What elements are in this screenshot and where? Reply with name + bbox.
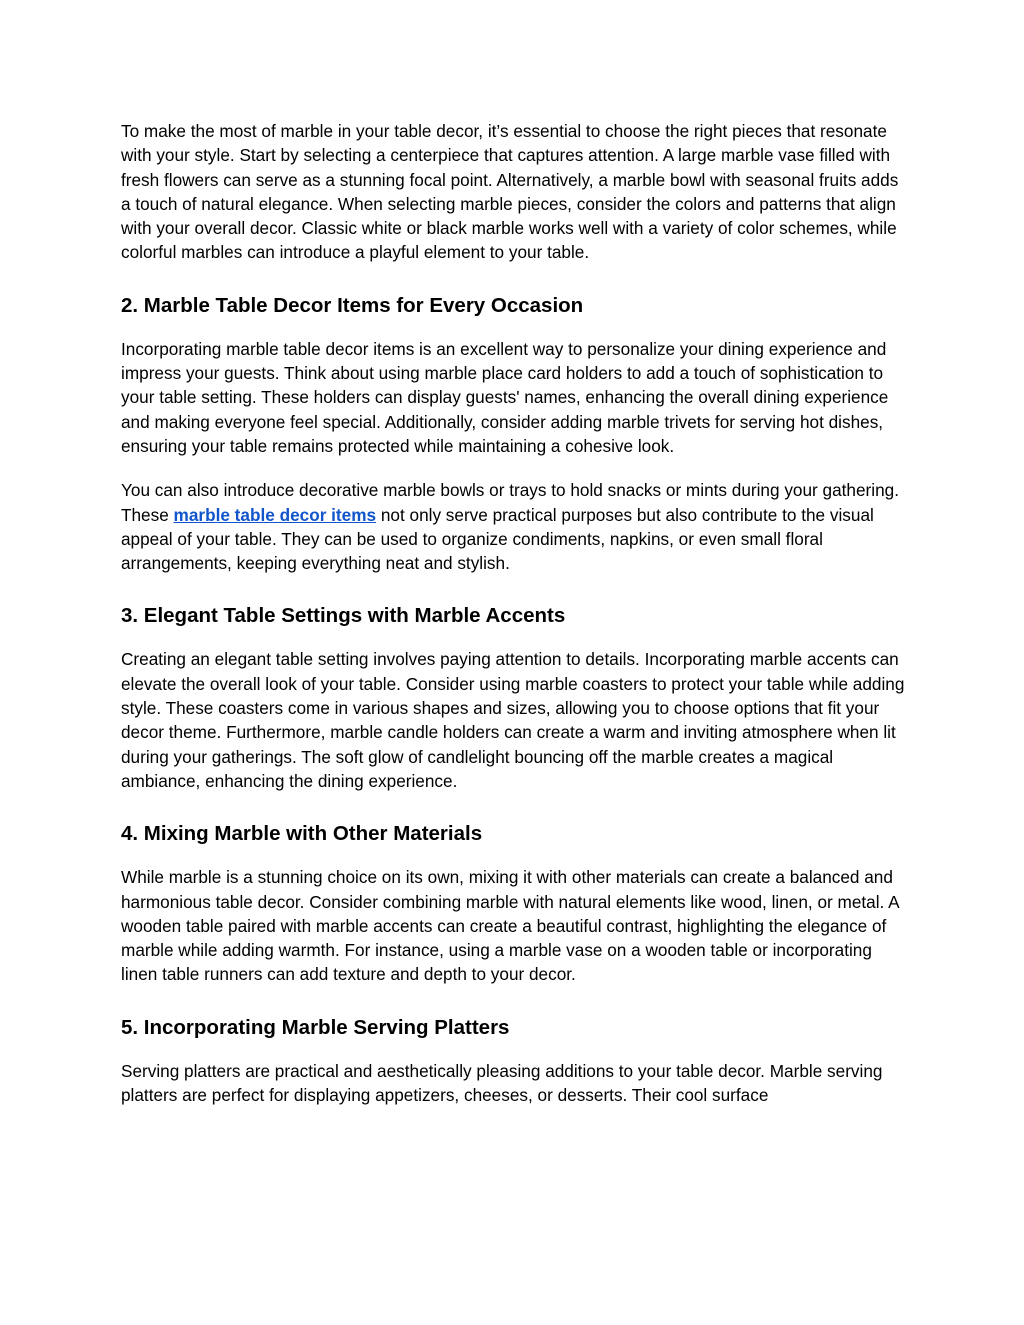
section-heading-2: 2. Marble Table Decor Items for Every Occasion xyxy=(121,293,584,317)
section-heading-5: 5. Incorporating Marble Serving Platters xyxy=(121,1015,510,1039)
section-heading-3: 3. Elegant Table Settings with Marble Accents xyxy=(121,604,566,628)
section-heading-4: 4. Mixing Marble with Other Materials xyxy=(121,822,483,846)
paragraph-text: not only serve practical purposes but also contribute to the visual appeal of your table. They can be used to organize condiments, napkins, or even small floral arrangements, keeping everything neat and stylish. xyxy=(121,504,874,574)
section-5-paragraph: Serving platters are practical and aesthetically pleasing additions to your table decor. Marble serving platters are perfect for displaying appetizers, cheeses, or desserts. Their cool surface xyxy=(121,1060,883,1106)
section-3-paragraph: Creating an elegant table setting involves paying attention to details. Incorporating marble accents can elevate the overall look of your table. Consider using marble coasters to protect your table while adding style. These coasters come in various shapes and sizes, allowing you to choose options that fit your decor theme. Furthermore, marble candle holders can create a warm and inviting atmosphere when lit during your gatherings. The soft glow of candlelight bouncing off the marble creates a magical ambiance, enhancing the dining experience. xyxy=(121,649,905,791)
paragraph-text: You can also introduce decorative marble bowls or trays to hold snacks or mints during your gathering. These xyxy=(121,480,899,525)
section-2-paragraph-2 xyxy=(121,478,911,575)
section-2-paragraph-1: Incorporating marble table decor items is an excellent way to personalize your dining experience and impress your guests. Think about using marble place card holders to add a touch of sophistication to your table setting. These holders can display guests' names, enhancing the overall dining experience and making everyone feel special. Additionally, consider adding marble trivets for serving hot dishes, ensuring your table remains protected while maintaining a cohesive look. xyxy=(121,338,889,456)
marble-table-decor-items-link[interactable]: marble table decor items xyxy=(173,504,377,525)
section-4-paragraph: While marble is a stunning choice on its own, mixing it with other materials can create a balanced and harmonious table decor. Consider combining marble with natural elements like wood, linen, or metal. A wooden table paired with marble accents can create a beautiful contrast, highlighting the elegance of marble while adding warmth. For instance, using a marble vase on a wooden table or incorporating linen table runners can add texture and depth to your decor. xyxy=(121,867,899,985)
document-page xyxy=(121,119,911,1127)
intro-paragraph: To make the most of marble in your table decor, it’s essential to choose the right pieces that resonate with your style. Start by selecting a centerpiece that captures attention. A large marble vase filled with fresh flowers can serve as a stunning focal point. Alternatively, a marble bowl with seasonal fruits adds a touch of natural elegance. When selecting marble pieces, consider the colors and patterns that align with your overall decor. Classic white or black marble works well with a variety of color schemes, while colorful marbles can introduce a playful element to your table. xyxy=(121,121,899,263)
